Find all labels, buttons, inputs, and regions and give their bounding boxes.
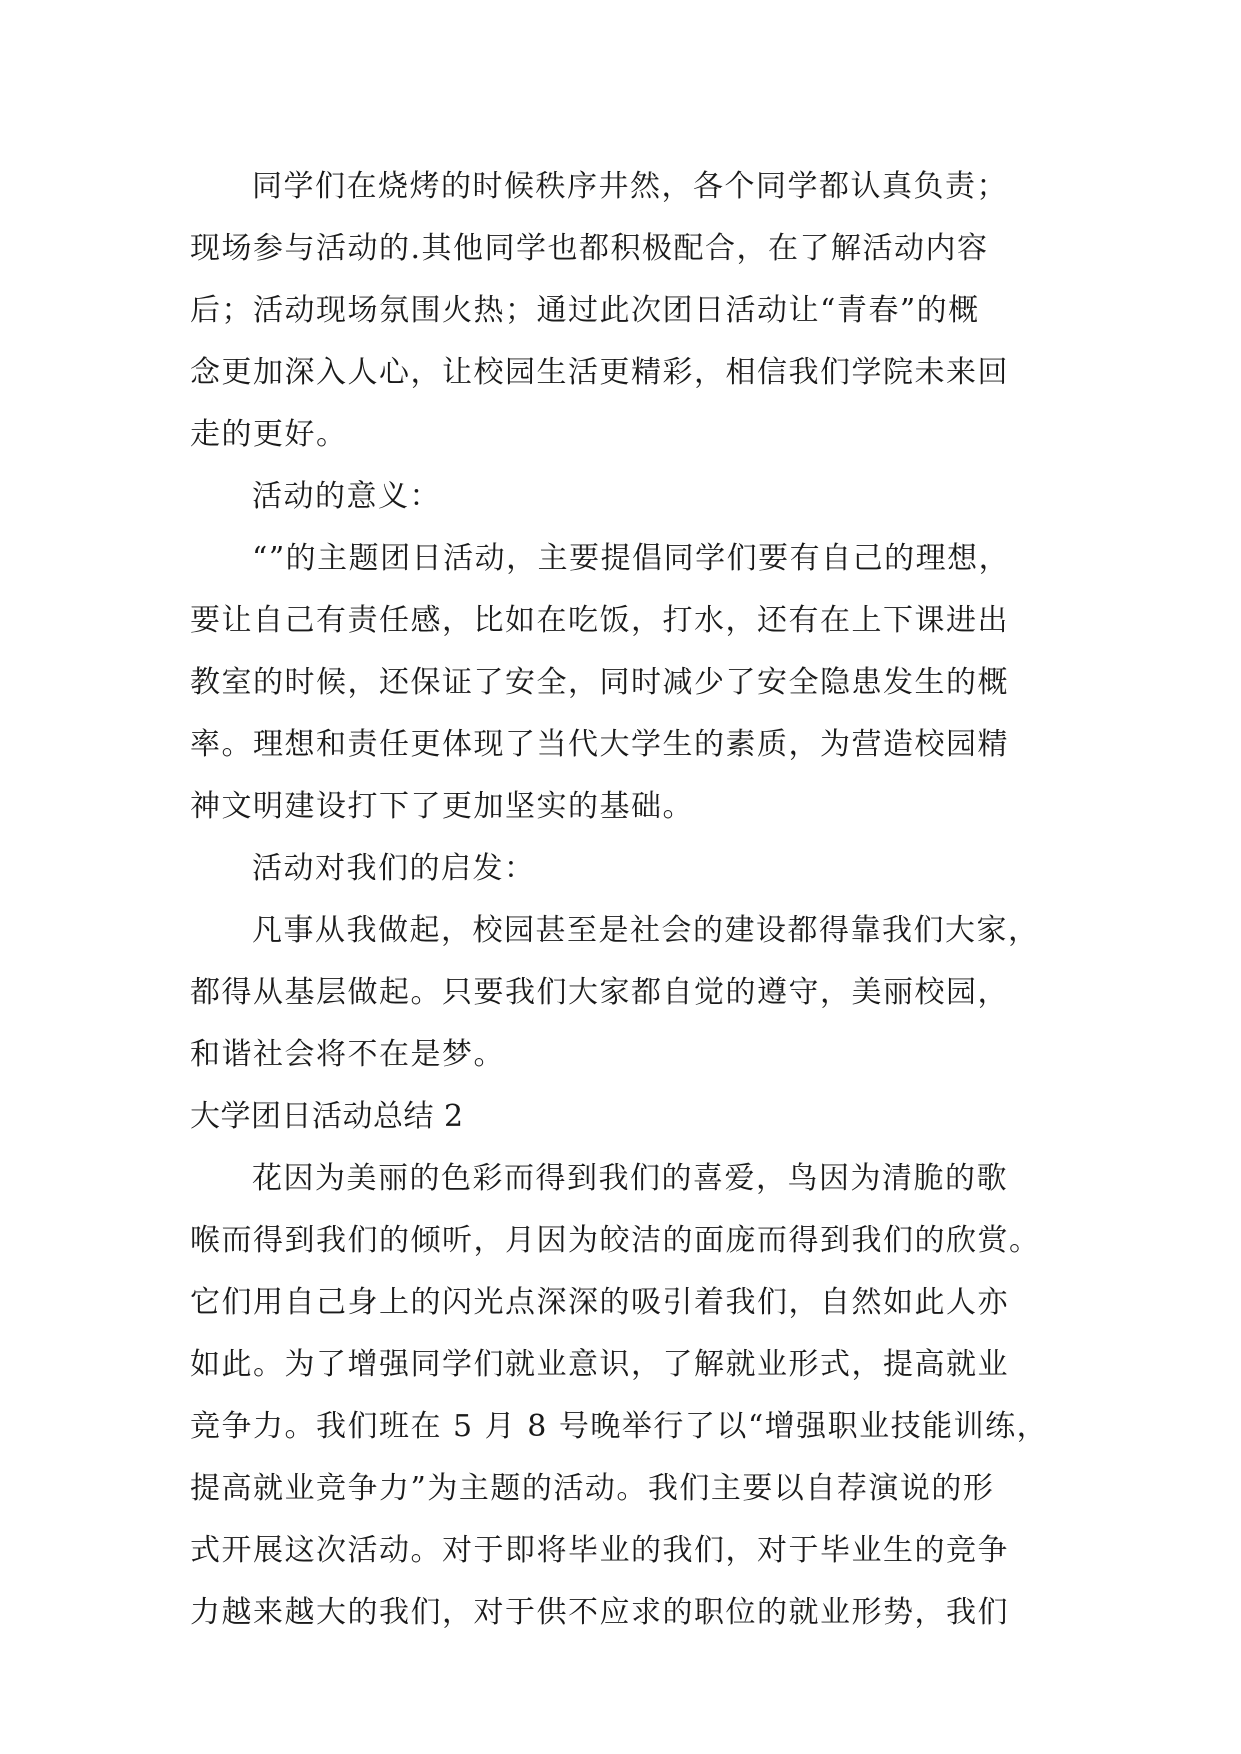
paragraph-line: 神文明建设打下了更加坚实的基础。 xyxy=(190,789,694,824)
paragraph-line: 同学们在烧烤的时候秩序井然，各个同学都认真负责； xyxy=(252,169,1008,204)
paragraph-line: 式开展这次活动。对于即将毕业的我们，对于毕业生的竞争 xyxy=(190,1533,1009,1568)
paragraph-line: 如此。为了增强同学们就业意识，了解就业形式，提高就业 xyxy=(190,1347,1009,1382)
paragraph-line: 竞争力。我们班在 5 月 8 号晚举行了以“增强职业技能训练， xyxy=(190,1409,1049,1444)
paragraph-line: 都得从基层做起。只要我们大家都自觉的遵守，美丽校园， xyxy=(190,975,1009,1010)
paragraph-line: 花因为美丽的色彩而得到我们的喜爱，鸟因为清脆的歌 xyxy=(252,1161,1008,1196)
section-label: 活动的意义： xyxy=(252,479,441,514)
paragraph-line: 念更加深入人心，让校园生活更精彩，相信我们学院未来回 xyxy=(190,355,1009,390)
document-body xyxy=(190,156,1050,1644)
paragraph-line: “”的主题团日活动，主要提倡同学们要有自己的理想， xyxy=(252,541,1011,576)
paragraph-line: 走的更好。 xyxy=(190,417,348,452)
paragraph-line: 提高就业竞争力”为主题的活动。我们主要以自荐演说的形 xyxy=(190,1471,995,1506)
paragraph-line: 凡事从我做起，校园甚至是社会的建设都得靠我们大家， xyxy=(252,913,1040,948)
paragraph-line: 力越来越大的我们，对于供不应求的职位的就业形势，我们 xyxy=(190,1595,1009,1630)
paragraph-line: 率。理想和责任更体现了当代大学生的素质，为营造校园精 xyxy=(190,727,1009,762)
paragraph-line: 现场参与活动的.其他同学也都积极配合，在了解活动内容 xyxy=(190,231,989,266)
section-heading: 大学团日活动总结 2 xyxy=(190,1099,464,1134)
paragraph-line: 和谐社会将不在是梦。 xyxy=(190,1037,505,1072)
paragraph-line: 喉而得到我们的倾听，月因为皎洁的面庞而得到我们的欣赏。 xyxy=(190,1223,1041,1258)
paragraph-line: 它们用自己身上的闪光点深深的吸引着我们，自然如此人亦 xyxy=(190,1285,1009,1320)
section-label: 活动对我们的启发： xyxy=(252,851,536,886)
paragraph-line: 教室的时候，还保证了安全，同时减少了安全隐患发生的概 xyxy=(190,665,1009,700)
paragraph-line: 后；活动现场氛围火热；通过此次团日活动让“青春”的概 xyxy=(190,293,980,328)
paragraph-line: 要让自己有责任感，比如在吃饭，打水，还有在上下课进出 xyxy=(190,603,1009,638)
